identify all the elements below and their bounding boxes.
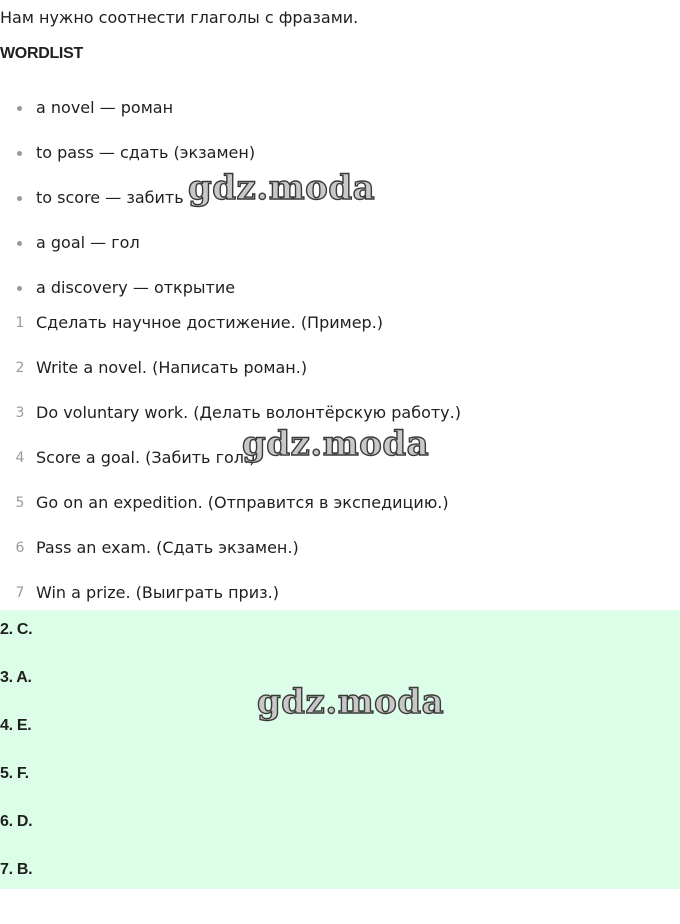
phrase-number: 6 [15,540,25,556]
answers-panel [0,610,680,889]
wordlist-item [0,97,680,142]
phrase-text: Write a novel. (Написать роман.) [36,358,308,377]
wordlist [0,97,680,322]
wordlist-item-text: to score — забить [36,188,184,207]
wordlist-item [0,232,680,277]
phrase-number: 2 [15,360,25,376]
phrase-item [0,492,680,537]
phrase-number: 5 [15,495,25,511]
intro-text: Нам нужно соотнести глаголы с фразами. [0,8,359,27]
wordlist-item-text: a goal — гол [36,233,140,252]
bullet-icon [17,151,22,156]
phrase-text: Go on an expedition. (Отправится в экспедицию.) [36,493,449,512]
bullet-icon [17,241,22,246]
phrase-item [0,537,680,582]
phrase-item [0,447,680,492]
phrase-item [0,357,680,402]
wordlist-item-text: a novel — роман [36,98,174,117]
bullet-icon [17,196,22,201]
phrase-text: Сделать научное достижение. (Пример.) [36,313,384,332]
wordlist-heading: WORDLIST [0,45,83,62]
phrase-text: Score a goal. (Забить гол.) [36,448,256,467]
phrase-number: 3 [15,405,25,421]
answer-item: 6. D. [0,813,33,830]
wordlist-item-text: to pass — сдать (экзамен) [36,143,256,162]
answer-item: 2. C. [0,621,33,638]
phrase-text: Win a prize. (Выиграть приз.) [36,583,279,602]
answer-item: 5. F. [0,765,29,782]
phrase-number: 7 [15,585,25,601]
phrase-text: Pass an exam. (Сдать экзамен.) [36,538,299,557]
phrase-item [0,312,680,357]
watermark-logo: gdz.moda [188,168,376,208]
bullet-icon [17,286,22,291]
phrase-text: Do voluntary work. (Делать волонтёрскую работу.) [36,403,461,422]
wordlist-item [0,142,680,187]
watermark-logo: gdz.moda [257,682,445,722]
wordlist-item-text: a discovery — открытие [36,278,236,297]
phrase-item [0,402,680,447]
answer-item: 3. A. [0,669,32,686]
phrase-number: 1 [15,315,25,331]
answer-item: 4. E. [0,717,32,734]
bullet-icon [17,106,22,111]
wordlist-item [0,187,680,232]
phrase-list [0,312,680,627]
answer-item: 7. B. [0,861,33,878]
phrase-number: 4 [15,450,25,466]
watermark-logo: gdz.moda [242,424,430,464]
